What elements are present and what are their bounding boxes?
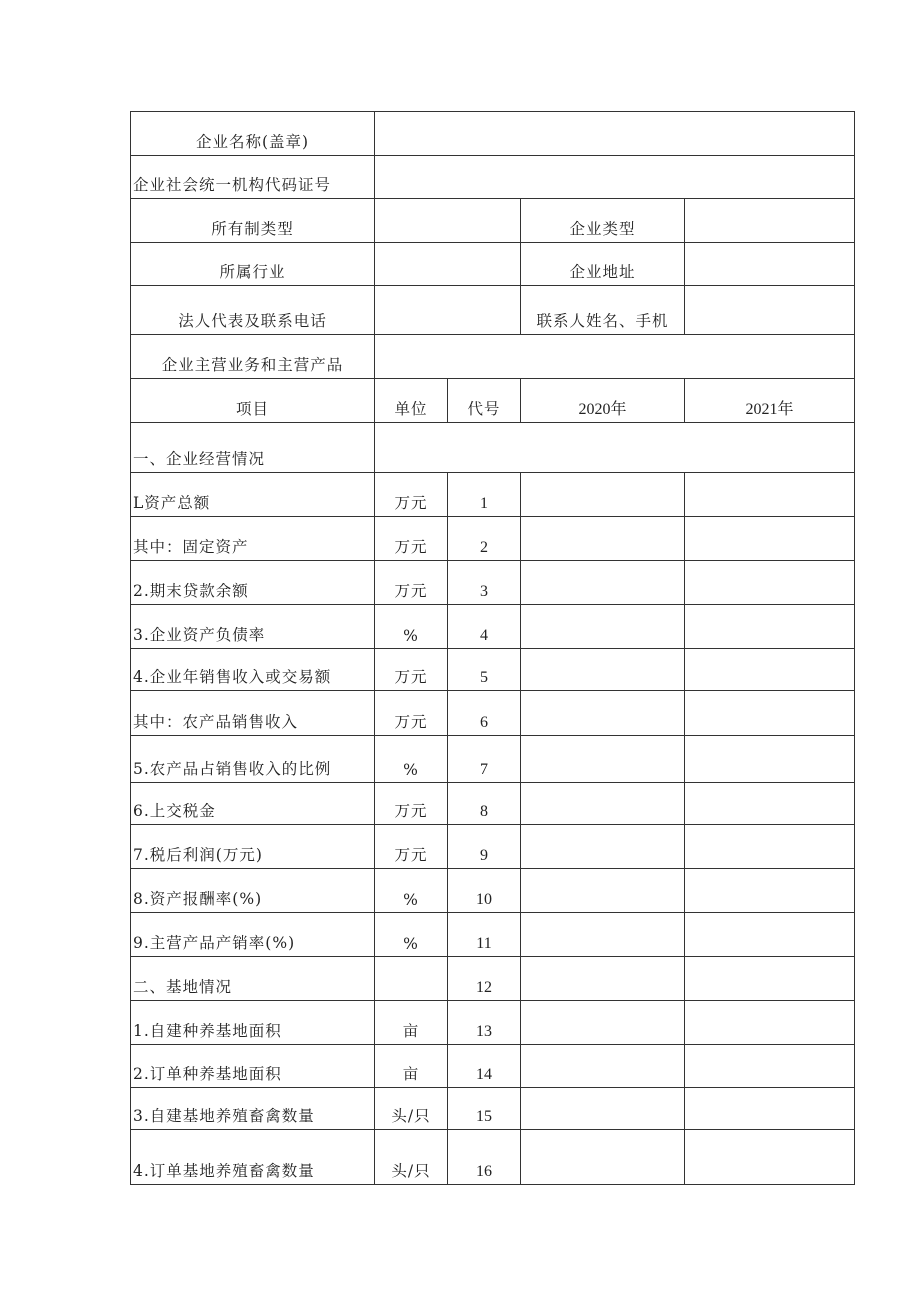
company-name-row: [131, 112, 855, 156]
row-code: 14: [448, 1045, 521, 1088]
table-row: [131, 473, 855, 517]
row-2020-value[interactable]: [521, 517, 685, 561]
row-code: 2: [448, 517, 521, 561]
row-2021-value[interactable]: [685, 736, 855, 783]
row-item-label: 9.主营产品产销率(%): [131, 913, 375, 957]
row-unit: 万元: [375, 561, 448, 605]
table-row: [131, 783, 855, 825]
row-unit: 万元: [375, 473, 448, 517]
row-item-label: 二、基地情况: [131, 957, 375, 1001]
row-unit: 万元: [375, 517, 448, 561]
enterprise-info-form: [130, 111, 855, 1185]
row-unit: %: [375, 736, 448, 783]
column-header-row: [131, 379, 855, 423]
row-2021-value[interactable]: [685, 517, 855, 561]
row-2021-value[interactable]: [685, 869, 855, 913]
row-code: 5: [448, 649, 521, 691]
table-row: [131, 736, 855, 783]
row-2020-value[interactable]: [521, 605, 685, 649]
ownership-type-label: 所有制类型: [131, 199, 375, 243]
credit-code-row: [131, 156, 855, 199]
industry-row: [131, 243, 855, 286]
table-row: [131, 561, 855, 605]
row-2020-value[interactable]: [521, 1001, 685, 1045]
row-2020-value[interactable]: [521, 869, 685, 913]
table-row: [131, 825, 855, 869]
col-item-header: 项目: [131, 379, 375, 423]
credit-code-label: 企业社会统一机构代码证号: [131, 156, 375, 199]
row-unit: 万元: [375, 649, 448, 691]
table-row: [131, 957, 855, 1001]
row-code: 9: [448, 825, 521, 869]
ownership-row: [131, 199, 855, 243]
company-type-field[interactable]: [685, 199, 855, 243]
row-2021-value[interactable]: [685, 1045, 855, 1088]
row-2020-value[interactable]: [521, 1088, 685, 1130]
main-business-row: [131, 335, 855, 379]
row-2021-value[interactable]: [685, 691, 855, 736]
row-2020-value[interactable]: [521, 913, 685, 957]
row-2020-value[interactable]: [521, 691, 685, 736]
row-item-label: L资产总额: [131, 473, 375, 517]
row-code: 1: [448, 473, 521, 517]
row-code: 6: [448, 691, 521, 736]
row-item-label: 4.企业年销售收入或交易额: [131, 649, 375, 691]
row-2020-value[interactable]: [521, 1130, 685, 1185]
ownership-type-field[interactable]: [375, 199, 521, 243]
row-unit: %: [375, 869, 448, 913]
address-label: 企业地址: [521, 243, 685, 286]
row-2021-value[interactable]: [685, 1001, 855, 1045]
row-unit: [375, 957, 448, 1001]
row-code: 7: [448, 736, 521, 783]
row-2020-value[interactable]: [521, 957, 685, 1001]
section1-row: [131, 423, 855, 473]
row-item-label: 2.订单种养基地面积: [131, 1045, 375, 1088]
table-row: [131, 605, 855, 649]
contact-field[interactable]: [685, 286, 855, 335]
row-unit: 头/只: [375, 1130, 448, 1185]
row-item-label: 3.企业资产负债率: [131, 605, 375, 649]
row-code: 12: [448, 957, 521, 1001]
row-2021-value[interactable]: [685, 1088, 855, 1130]
industry-field[interactable]: [375, 243, 521, 286]
row-unit: 头/只: [375, 1088, 448, 1130]
row-2020-value[interactable]: [521, 649, 685, 691]
row-unit: %: [375, 913, 448, 957]
section1-field: [375, 423, 855, 473]
row-item-label: 2.期末贷款余额: [131, 561, 375, 605]
row-item-label: 4.订单基地养殖畜禽数量: [131, 1130, 375, 1185]
col-year2-header: 2021年: [685, 379, 855, 423]
industry-label: 所属行业: [131, 243, 375, 286]
company-name-field[interactable]: [375, 112, 855, 156]
row-code: 15: [448, 1088, 521, 1130]
row-unit: 万元: [375, 691, 448, 736]
row-item-label: 5.农产品占销售收入的比例: [131, 736, 375, 783]
row-unit: %: [375, 605, 448, 649]
col-year1-header: 2020年: [521, 379, 685, 423]
row-code: 11: [448, 913, 521, 957]
company-type-label: 企业类型: [521, 199, 685, 243]
row-2021-value[interactable]: [685, 561, 855, 605]
main-business-field[interactable]: [375, 335, 855, 379]
row-unit: 万元: [375, 783, 448, 825]
row-2020-value[interactable]: [521, 473, 685, 517]
row-2020-value[interactable]: [521, 783, 685, 825]
table-row: [131, 1045, 855, 1088]
address-field[interactable]: [685, 243, 855, 286]
row-code: 13: [448, 1001, 521, 1045]
row-2020-value[interactable]: [521, 736, 685, 783]
row-2021-value[interactable]: [685, 649, 855, 691]
row-code: 16: [448, 1130, 521, 1185]
row-item-label: 其中：农产品销售收入: [131, 691, 375, 736]
table-row: [131, 1001, 855, 1045]
col-code-header: 代号: [448, 379, 521, 423]
credit-code-field[interactable]: [375, 156, 855, 199]
row-item-label: 3.自建基地养殖畜禽数量: [131, 1088, 375, 1130]
main-business-label: 企业主营业务和主营产品: [131, 335, 375, 379]
row-2021-value[interactable]: [685, 783, 855, 825]
contact-label: 联系人姓名、手机: [521, 286, 685, 335]
data-rows: [131, 473, 855, 1185]
table-row: [131, 649, 855, 691]
table-row: [131, 869, 855, 913]
table-row: [131, 1088, 855, 1130]
row-item-label: 6.上交税金: [131, 783, 375, 825]
row-2020-value[interactable]: [521, 561, 685, 605]
row-2020-value[interactable]: [521, 1045, 685, 1088]
table-row: [131, 1130, 855, 1185]
row-code: 10: [448, 869, 521, 913]
col-unit-header: 单位: [375, 379, 448, 423]
row-code: 4: [448, 605, 521, 649]
row-unit: 亩: [375, 1045, 448, 1088]
table-row: [131, 913, 855, 957]
row-code: 3: [448, 561, 521, 605]
row-item-label: 8.资产报酬率(%): [131, 869, 375, 913]
row-2021-value[interactable]: [685, 825, 855, 869]
row-2021-value[interactable]: [685, 957, 855, 1001]
row-unit: 万元: [375, 825, 448, 869]
legal-rep-row: [131, 286, 855, 335]
row-item-label: 1.自建种养基地面积: [131, 1001, 375, 1045]
row-item-label: 其中：固定资产: [131, 517, 375, 561]
legal-rep-field[interactable]: [375, 286, 521, 335]
company-name-label: 企业名称(盖章): [131, 112, 375, 156]
table-row: [131, 517, 855, 561]
row-unit: 亩: [375, 1001, 448, 1045]
row-2021-value[interactable]: [685, 913, 855, 957]
row-code: 8: [448, 783, 521, 825]
row-2021-value[interactable]: [685, 473, 855, 517]
row-2021-value[interactable]: [685, 605, 855, 649]
row-item-label: 7.税后利润(万元): [131, 825, 375, 869]
section1-title: 一、企业经营情况: [131, 423, 375, 473]
table-row: [131, 691, 855, 736]
legal-rep-label: 法人代表及联系电话: [131, 286, 375, 335]
row-2021-value[interactable]: [685, 1130, 855, 1185]
row-2020-value[interactable]: [521, 825, 685, 869]
